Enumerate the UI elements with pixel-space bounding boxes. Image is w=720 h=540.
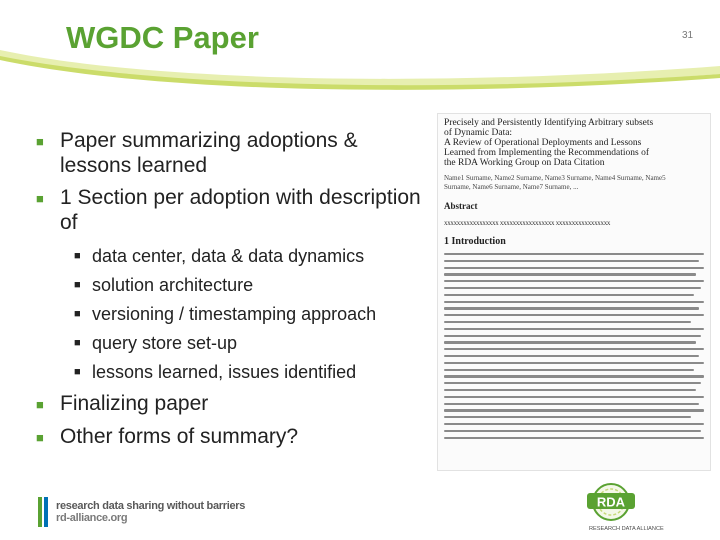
rda-logo-text: RDA xyxy=(596,494,626,510)
sub-bullet-text: versioning / timestamping approach xyxy=(92,304,377,324)
square-bullet-icon: ■ xyxy=(36,134,44,149)
sub-bullet-item xyxy=(74,300,431,329)
bullet-item xyxy=(36,424,431,450)
paper-preview-image xyxy=(437,113,711,471)
paper-title-line: the RDA Working Group on Data Citation xyxy=(444,158,605,168)
paper-authors-line: Surname, Name6 Surname, Name7 Surname, ... xyxy=(444,183,579,191)
paper-title-line: of Dynamic Data: xyxy=(444,128,513,138)
sub-bullet-item xyxy=(74,271,431,300)
paper-body-text xyxy=(444,253,704,439)
square-bullet-icon: ■ xyxy=(74,366,81,378)
sub-bullet-text: solution architecture xyxy=(92,275,254,295)
bullet-item xyxy=(36,185,431,235)
square-bullet-icon: ■ xyxy=(36,430,44,445)
sub-bullet-item xyxy=(74,329,431,358)
bullet-text: Paper summarizing adoptions & lessons learned xyxy=(60,129,358,177)
footer-url: rd-alliance.org xyxy=(56,512,128,524)
footer-bars-icon xyxy=(38,497,48,527)
square-bullet-icon: ■ xyxy=(74,337,81,349)
header-swoosh xyxy=(0,44,720,104)
footer-tagline: research data sharing without barriers xyxy=(56,500,246,512)
square-bullet-icon: ■ xyxy=(36,191,44,206)
paper-title xyxy=(444,118,704,168)
square-bullet-icon: ■ xyxy=(74,279,81,291)
paper-title-line: A Review of Operational Deployments and Lessons xyxy=(444,138,642,148)
slide-number: 31 xyxy=(682,30,694,41)
sub-bullet-text: query store set-up xyxy=(92,333,238,353)
bullet-text: Finalizing paper xyxy=(60,392,209,415)
rda-logo-subtext: RESEARCH DATA ALLIANCE xyxy=(589,526,664,532)
paper-title-line: Precisely and Persistently Identifying Arbitrary subsets xyxy=(444,118,654,128)
sub-bullet-item xyxy=(74,242,431,271)
bullet-item xyxy=(36,391,431,417)
sub-bullet-text: lessons learned, issues identified xyxy=(92,362,357,382)
bullet-item xyxy=(36,128,431,178)
bullet-text: Other forms of summary? xyxy=(60,425,299,448)
bullet-list xyxy=(36,128,431,457)
sub-bullet-text: data center, data & data dynamics xyxy=(92,246,365,266)
paper-title-line: Learned from Implementing the Recommendations of xyxy=(444,148,649,158)
footer-branding xyxy=(56,500,245,524)
square-bullet-icon: ■ xyxy=(74,308,81,320)
rda-logo xyxy=(587,482,717,534)
paper-abstract-heading: Abstract xyxy=(444,201,478,211)
bullet-text: 1 Section per adoption with description of xyxy=(60,186,421,234)
paper-abstract-text: xxxxxxxxxxxxxxxxx xxxxxxxxxxxxxxxxx xxxxxxxxxxxxxxxxx xyxy=(444,219,611,227)
sub-bullet-item xyxy=(74,358,431,387)
square-bullet-icon: ■ xyxy=(74,250,81,262)
paper-section-heading: 1 Introduction xyxy=(444,236,506,247)
slide-title: WGDC Paper xyxy=(66,20,259,55)
paper-authors xyxy=(444,174,704,192)
paper-authors-line: Name1 Surname, Name2 Surname, Name3 Surname, Name4 Surname, Name5 xyxy=(444,174,666,182)
square-bullet-icon: ■ xyxy=(36,397,44,412)
